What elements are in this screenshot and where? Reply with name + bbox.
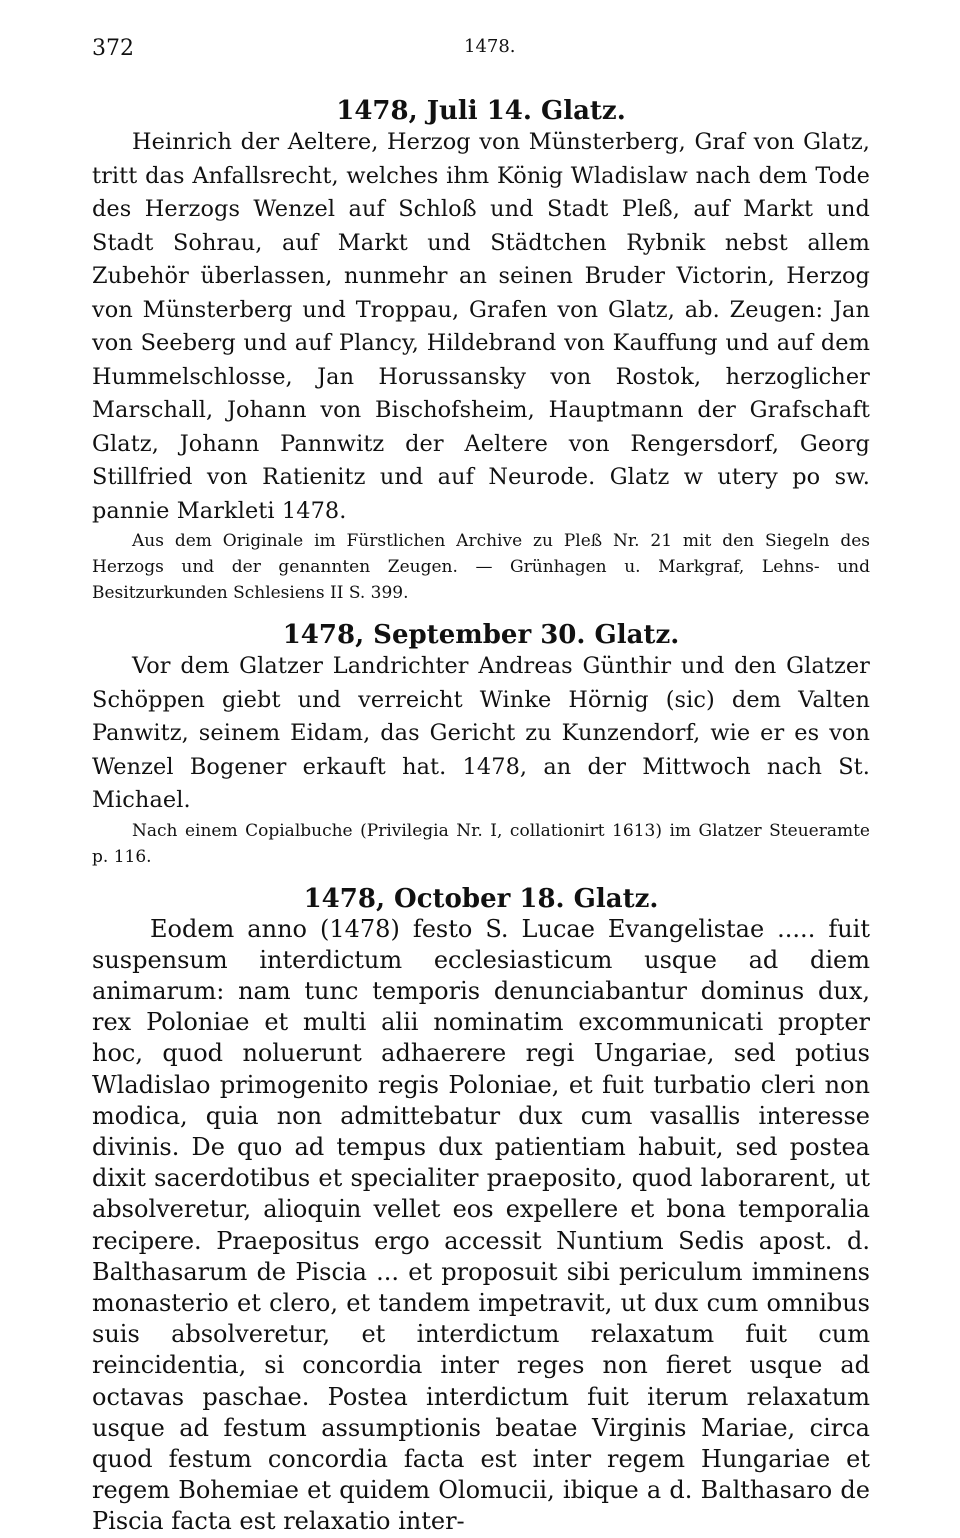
entry-body-september-30: Vor dem Glatzer Landrichter Andreas Günthir und den Glatzer Schöppen giebt und verreicht Winke Hörnig (sic) dem Valten Panwitz, seinem Eidam, das Gericht zu Kunzendorf, wie er es von Wenzel Bogener erkauft hat. 1478, an der Mittwoch nach St. Michael. bbox=[92, 653, 870, 813]
entry-body-october-18: Eodem anno (1478) festo S. Lucae Evangelistae ..... fuit suspensum interdictum ecclesiasticum usque ad diem animarum: nam tunc temporis denunciabantur dominus dux, rex Poloniae et multi alii nominatim excommunicati propter hoc, quod noluerunt adhaerere regi Ungariae, sed potius Wladislao primogenito regis Poloniae, et fuit turbatio cleri non modica, quia non admittebatur dux cum vasallis interesse divinis. De quo ad tempus dux patientiam habuit, sed postea dixit sacerdotibus et specialiter praeposito, quod laborarent, ut absolveretur, alioquin vellet eos expellere et bona temporalia recipere. Praepositus ergo accessit Nuntium Sedis apost. d. Balthasarum de Piscia ... et proposuit sibi periculum imminens monasterio et clero, et tandem impetravit, ut dux cum omnibus suis absolveretur, et interdictum relaxatum fuit cum reincidentia, si concordia inter reges non fieret usque ad octavas paschae. Postea interdictum fuit iterum relaxatum usque ad festum assumptionis beatae Virginis Mariae, circa quod festum concordia facta est inter regem Hungariae et regem Bohemiae et quidem Olomucii, ibique a d. Balthasaro de Piscia facta est relaxatio inter- bbox=[92, 914, 870, 1536]
document-page bbox=[92, 28, 870, 1538]
entry-heading-october-18: 1478, October 18. Glatz. bbox=[303, 883, 659, 914]
source-note-july-14: Aus dem Originale im Fürstlichen Archive zu Pleß Nr. 21 mit den Siegeln des Herzogs und der genannten Zeugen. — Grünhagen u. Markgraf, Lehns- und Besitzurkunden Schlesiens II S. 399. bbox=[92, 531, 870, 603]
entry-heading-july-14: 1478, Juli 14. Glatz. bbox=[336, 96, 626, 126]
page-number: 372 bbox=[92, 36, 134, 61]
entry-body-july-14: Heinrich der Aeltere, Herzog von Münsterberg, Graf von Glatz, tritt das Anfallsrecht, welches ihm König Wladislaw nach dem Tode des Herzogs Wenzel auf Schloß und Stadt Pleß, auf Markt und Stadt Sohrau, auf Markt und Städtchen Rybnik nebst allem Zubehör überlassen, nunmehr an seinen Bruder Victorin, Herzog von Münsterberg und Troppau, Grafen von Glatz, ab. Zeugen: Jan von Seeberg und auf Plancy, Hildebrand von Kauffung und auf dem Hummelschlosse, Jan Horussansky von Rostok, herzoglicher Marschall, Johann von Bischofsheim, Hauptmann der Grafschaft Glatz, Johann Pannwitz der Aeltere von Rengersdorf, Georg Stillfried von Ratienitz und auf Neurode. Glatz w utery po sw. pannie Markleti 1478. bbox=[92, 129, 870, 524]
entry-heading-september-30: 1478, September 30. Glatz. bbox=[282, 620, 680, 650]
running-title: 1478. bbox=[464, 36, 516, 57]
running-header bbox=[92, 28, 870, 68]
source-note-september-30: Nach einem Copialbuche (Privilegia Nr. I, collationirt 1613) im Glatzer Steueramte p. 116. bbox=[92, 820, 870, 867]
